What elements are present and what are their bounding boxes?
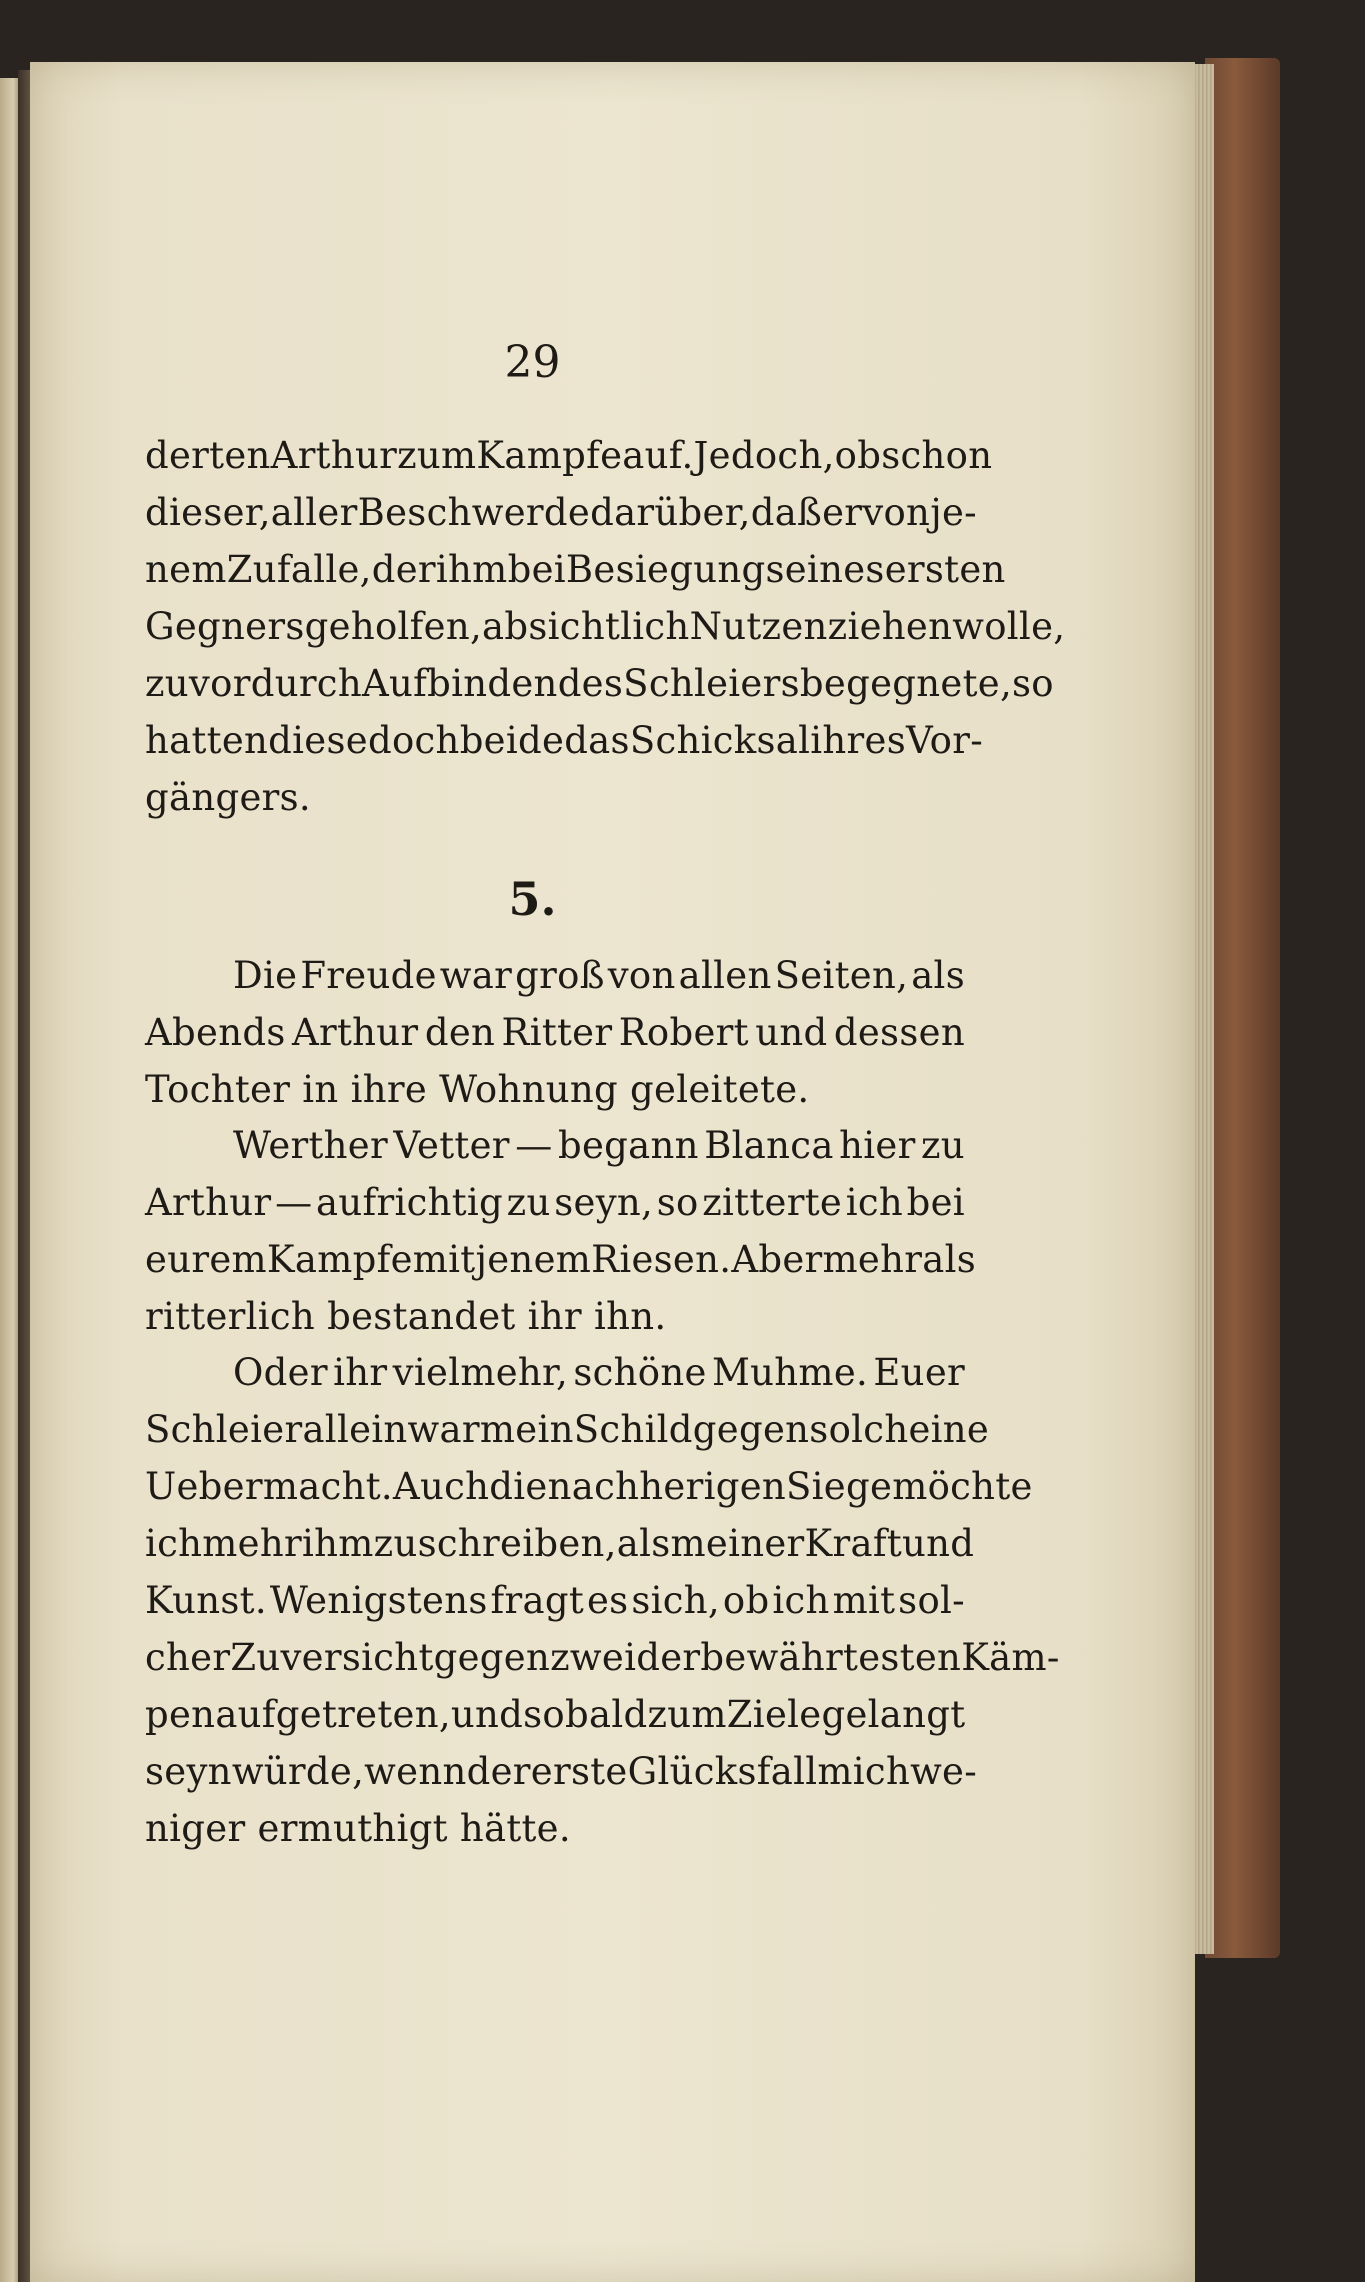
text-line: zuvor durch Aufbinden des Schleiers begegnete, so (145, 662, 1054, 705)
text-line: Abends Arthur den Ritter Robert und dessen (145, 1011, 965, 1054)
text-line: derten Arthur zum Kampfe auf. Jedoch, obschon (145, 434, 993, 477)
text-line: pen aufgetreten, und so bald zum Ziele gelangt (145, 1693, 966, 1736)
text-line: Die Freude war groß von allen Seiten, als (233, 954, 965, 997)
text-line: nem Zufalle, der ihm bei Besiegung seines ersten (145, 548, 1006, 591)
text-line: Tochter in ihre Wohnung geleitete. (145, 1068, 810, 1111)
section-heading: 5. (508, 872, 557, 926)
text-line: gängers. (145, 776, 311, 819)
paragraph-continuation (145, 427, 1066, 826)
text-line: ritterlich bestandet ihr ihn. (145, 1295, 667, 1338)
text-line: Werther Vetter — begann Blanca hier zu (233, 1124, 965, 1167)
text-line: Kunst. Wenigstens fragt es sich, ob ich mit sol- (145, 1579, 965, 1622)
text-line: Schleier allein war mein Schild gegen solch eine (145, 1408, 990, 1451)
text-line: Oder ihr vielmehr, schöne Muhme. Euer (233, 1351, 965, 1394)
page-number: 29 (504, 337, 561, 388)
page-stack-edge (1192, 64, 1214, 1954)
text-line: seyn würde, wenn der erste Glücksfall mich we- (145, 1750, 978, 1793)
paragraph-3 (145, 1344, 1060, 1857)
text-line: ich mehr ihm zuschreiben, als meiner Kraft und (145, 1522, 975, 1565)
paragraph-1 (145, 947, 965, 1118)
book-page (30, 62, 1195, 2282)
text-line: Gegners geholfen, absichtlich Nutzen ziehen wolle, (145, 605, 1066, 648)
text-line: hatten diese doch beide das Schicksal ihres Vor- (145, 719, 984, 762)
paragraph-2 (145, 1117, 977, 1345)
book-cover-edge (1205, 58, 1280, 1958)
text-line: Arthur — aufrichtig zu seyn, so zitterte ich bei (145, 1181, 965, 1224)
text-line: niger ermuthigt hätte. (145, 1807, 571, 1850)
text-line: eurem Kampfe mit jenem Riesen. Aber mehr als (145, 1238, 977, 1281)
text-line: cher Zuversicht gegen zwei der bewährtesten Käm- (145, 1636, 1060, 1679)
text-line: dieser, aller Beschwerde darüber, daß er von je- (145, 491, 977, 534)
text-line: Uebermacht. Auch die nachherigen Siege möchte (145, 1465, 1033, 1508)
